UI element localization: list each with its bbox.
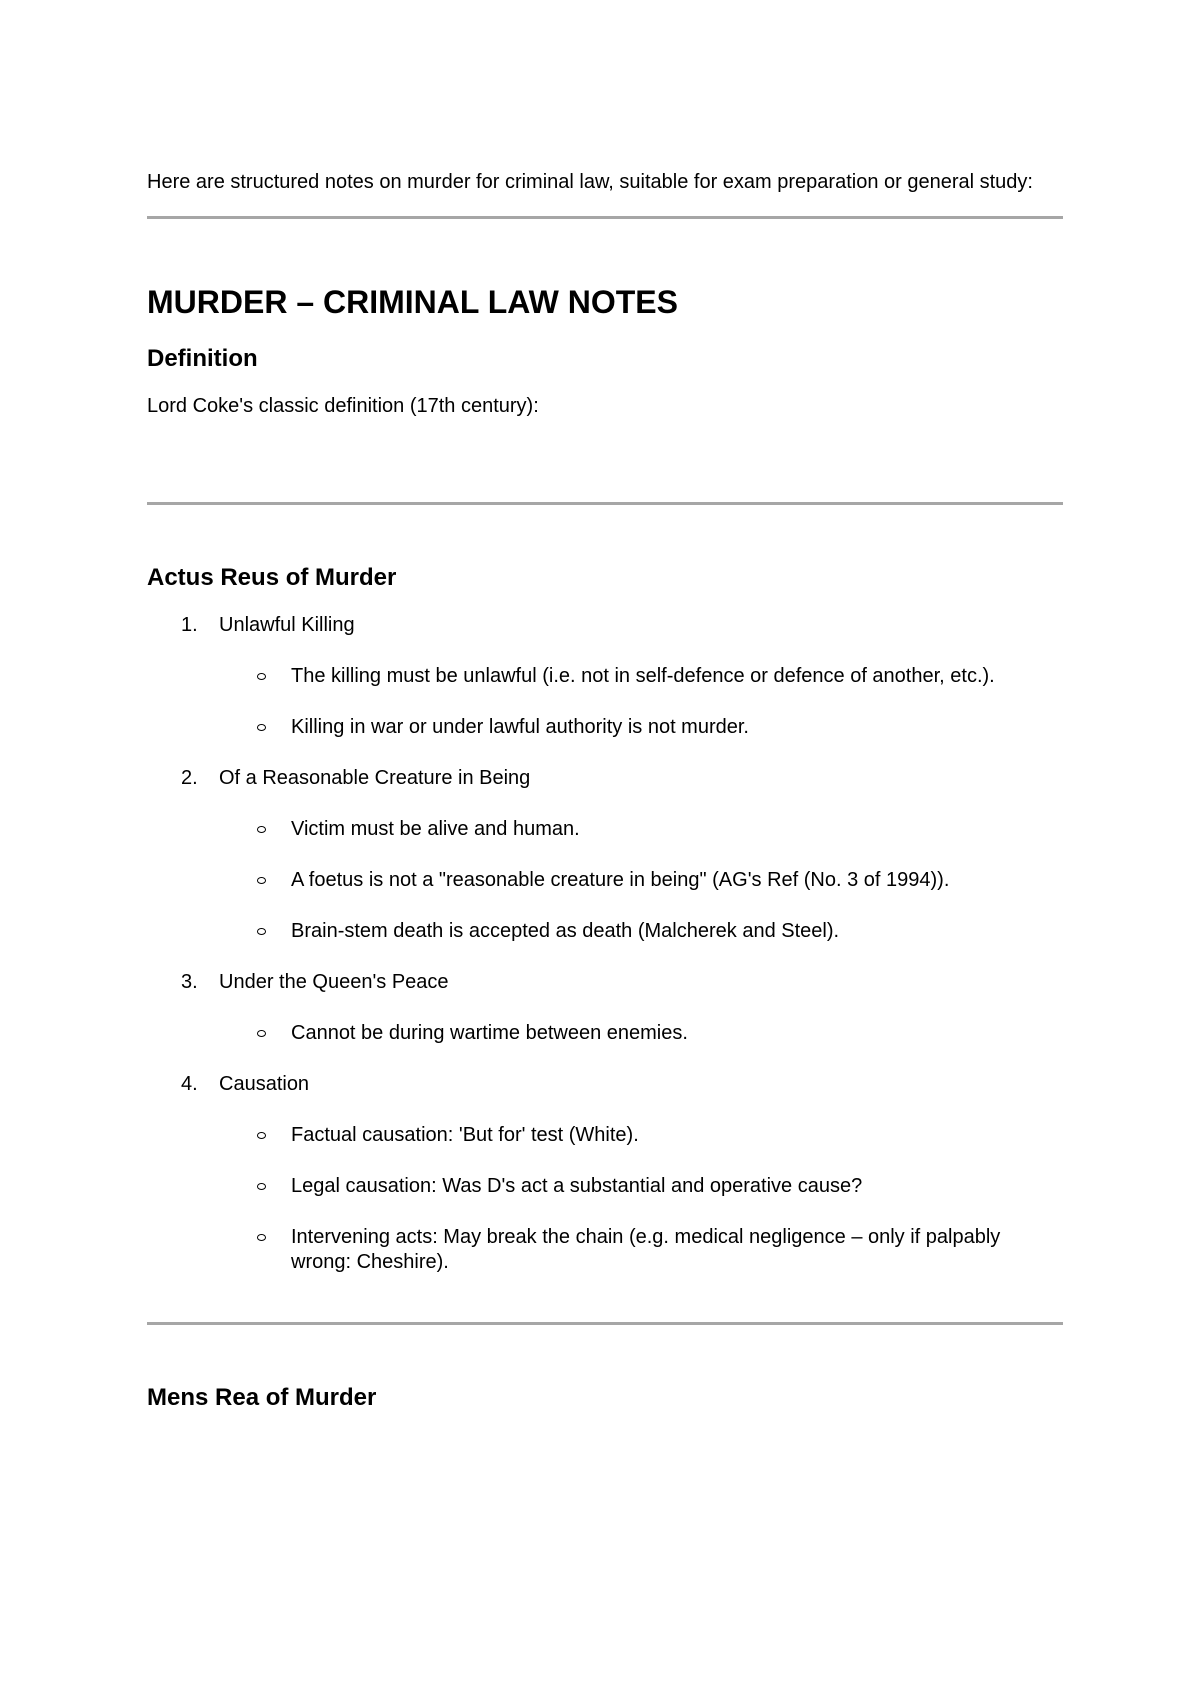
- sub-point: [219, 1225, 1063, 1275]
- list-item: [147, 1072, 1063, 1275]
- actus-reus-heading: Actus Reus of Murder: [147, 564, 397, 591]
- list-item-label: Unlawful Killing: [219, 614, 355, 636]
- list-item-label: Under the Queen's Peace: [219, 971, 449, 993]
- intro-text: Here are structured notes on murder for criminal law, suitable for exam preparation or general study:: [147, 171, 1033, 193]
- sub-point: [219, 1174, 1063, 1199]
- sub-point-list: [219, 1021, 1063, 1046]
- list-number: 2.: [181, 767, 198, 789]
- sub-point-text: Cannot be during wartime between enemies.: [291, 1022, 688, 1044]
- sub-point-text: Brain-stem death is accepted as death (Malcherek and Steel).: [291, 920, 840, 942]
- definition-heading: Definition: [147, 345, 258, 372]
- sub-point-text: Killing in war or under lawful authority is not murder.: [291, 716, 749, 738]
- sub-point: [219, 1123, 1063, 1148]
- circle-bullet-icon: [257, 1234, 266, 1241]
- circle-bullet-icon: [257, 673, 266, 680]
- horizontal-rule: [147, 1322, 1063, 1325]
- sub-point: [219, 919, 1063, 944]
- sub-point-text: Victim must be alive and human.: [291, 818, 580, 840]
- circle-bullet-icon: [257, 928, 266, 935]
- list-number: 1.: [181, 614, 198, 636]
- list-number: 4.: [181, 1073, 198, 1095]
- document-title: MURDER – CRIMINAL LAW NOTES: [147, 284, 678, 320]
- list-item: [147, 766, 1063, 944]
- sub-point: [219, 1021, 1063, 1046]
- list-number: 3.: [181, 971, 198, 993]
- sub-point-text: Factual causation: 'But for' test (White).: [291, 1124, 639, 1146]
- list-item: [147, 970, 1063, 1046]
- list-item-label: Causation: [219, 1073, 310, 1095]
- definition-text: Lord Coke's classic definition (17th century):: [147, 395, 539, 417]
- circle-bullet-icon: [257, 826, 266, 833]
- sub-point-text: A foetus is not a "reasonable creature in being" (AG's Ref (No. 3 of 1994)).: [291, 869, 950, 891]
- sub-point-text: Legal causation: Was D's act a substantial and operative cause?: [291, 1175, 863, 1197]
- sub-point-text: The killing must be unlawful (i.e. not in self-defence or defence of another, etc.).: [291, 665, 995, 687]
- actus-reus-list: [147, 613, 1063, 1275]
- sub-point: [219, 715, 1063, 740]
- document-page: [147, 170, 1063, 1412]
- circle-bullet-icon: [257, 724, 266, 731]
- sub-point: [219, 664, 1063, 689]
- horizontal-rule: [147, 216, 1063, 219]
- circle-bullet-icon: [257, 877, 266, 884]
- circle-bullet-icon: [257, 1183, 266, 1190]
- sub-point: [219, 817, 1063, 842]
- mens-rea-heading: Mens Rea of Murder: [147, 1384, 377, 1411]
- sub-point-list: [219, 664, 1063, 740]
- circle-bullet-icon: [257, 1030, 266, 1037]
- sub-point-list: [219, 1123, 1063, 1275]
- sub-point-list: [219, 817, 1063, 944]
- sub-point-text: Intervening acts: May break the chain (e.g. medical negligence – only if palpably wrong: Cheshire).: [291, 1226, 1001, 1273]
- circle-bullet-icon: [257, 1132, 266, 1139]
- list-item: [147, 613, 1063, 740]
- sub-point: [219, 868, 1063, 893]
- list-item-label: Of a Reasonable Creature in Being: [219, 767, 531, 789]
- horizontal-rule: [147, 502, 1063, 505]
